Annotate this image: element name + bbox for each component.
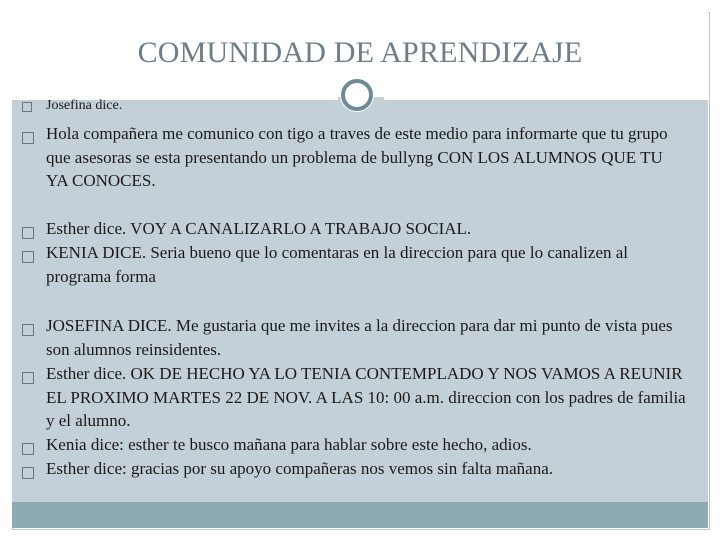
square-bullet-icon bbox=[22, 246, 34, 258]
square-bullet-icon bbox=[22, 319, 34, 331]
bottom-bar bbox=[12, 502, 708, 528]
list-item-text: JOSEFINA DICE. Me gustaria que me invites a la direccion para dar mi punto de vista pues son alumnos reinsidentes. bbox=[46, 316, 673, 359]
list-item-text: Josefina dice. bbox=[46, 98, 123, 113]
list-item-text: Esther dice. VOY A CANALIZARLO A TRABAJO SOCIAL. bbox=[46, 219, 472, 238]
list-item bbox=[46, 433, 686, 457]
list-item-text: KENIA DICE. Seria bueno que lo comentaras en la direccion para que lo canalizen al programa forma bbox=[46, 243, 629, 286]
list-item bbox=[46, 97, 686, 115]
slide-title: COMUNIDAD DE APRENDIZAJE bbox=[137, 36, 583, 69]
square-bullet-icon bbox=[22, 100, 32, 110]
list-item bbox=[46, 217, 686, 241]
list-item bbox=[46, 457, 686, 481]
list-item bbox=[46, 241, 686, 288]
square-bullet-icon bbox=[22, 127, 34, 139]
list-item-text: Kenia dice: esther te busco mañana para hablar sobre este hecho, adios. bbox=[46, 435, 532, 454]
list-item-text: Esther dice. OK DE HECHO YA LO TENIA CONTEMPLADO Y NOS VAMOS A REUNIR EL PROXIMO MARTES 22 DE NOV. A LAS 10: 00 a.m. direccion con los padres de familia y el alumno. bbox=[46, 364, 686, 430]
list-item-text: Hola compañera me comunico con tigo a traves de este medio para informarte que tu grupo que asesoras se esta presentando un problema de bullyng CON LOS ALUMNOS QUE TU YA CONOCES. bbox=[46, 124, 668, 190]
square-bullet-icon bbox=[22, 222, 34, 234]
list-item bbox=[46, 122, 686, 193]
list-item bbox=[46, 362, 686, 433]
list-item bbox=[46, 314, 686, 361]
square-bullet-icon bbox=[22, 438, 34, 450]
list-item-text: Esther dice: gracias por su apoyo compañeras nos vemos sin falta mañana. bbox=[46, 459, 554, 478]
square-bullet-icon bbox=[22, 462, 34, 474]
square-bullet-icon bbox=[22, 367, 34, 379]
